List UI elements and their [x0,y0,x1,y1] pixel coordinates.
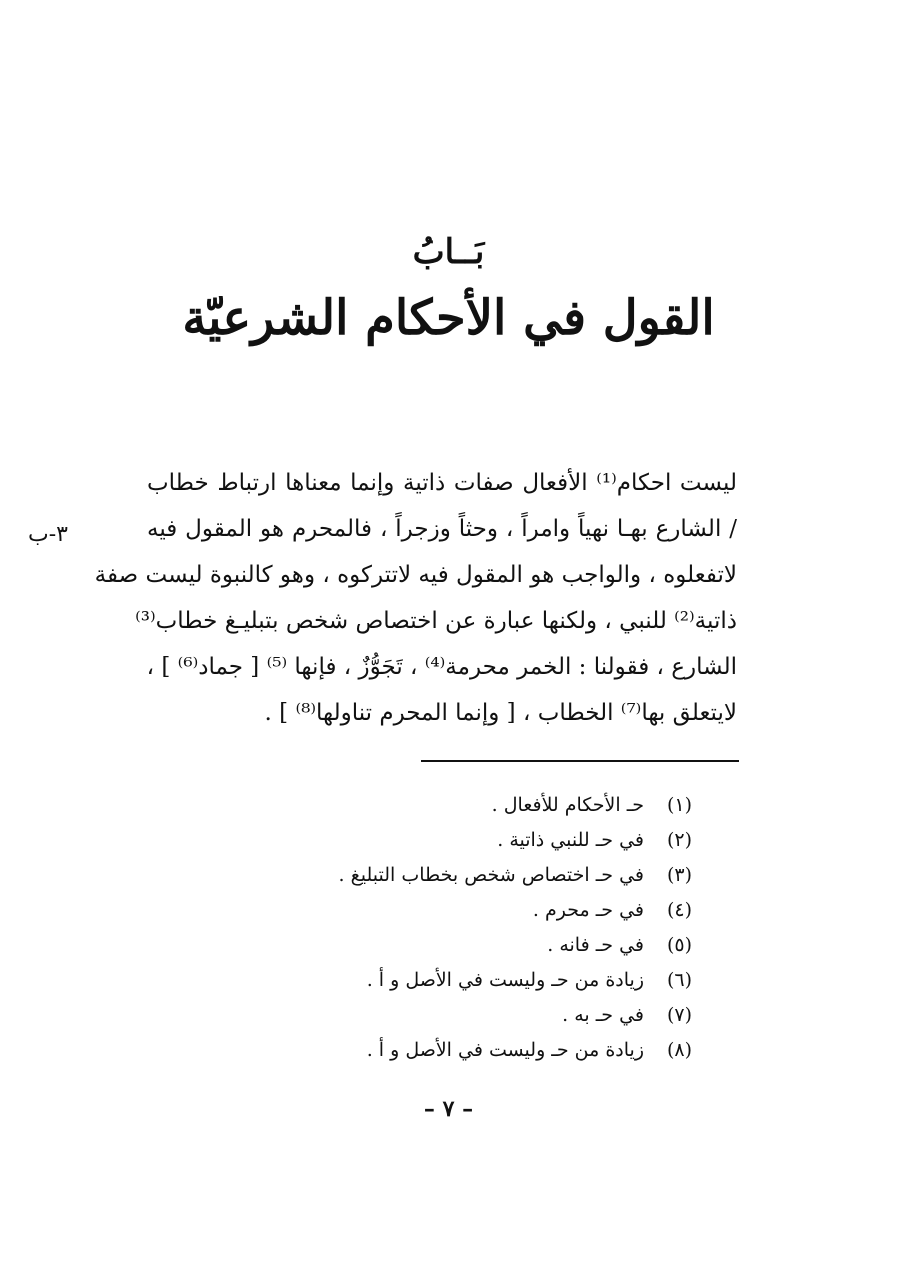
main-paragraph [94,460,737,736]
paragraph-line: ذاتية⁽²⁾ للنبي ، ولكنها عبارة عن اختصاص شخص بتبليـغ خطاب⁽³⁾ [135,608,737,634]
footnote-number: (٨) [666,1039,692,1061]
footnote-text: زيادة من حـ وليست في الأصل و أ . [366,1039,644,1061]
footnote-item [292,928,692,963]
chapter-label: بَــابُ [412,232,485,272]
footnote-text: في حـ للنبي ذاتية . [497,829,644,851]
footnote-number: (١) [666,794,692,816]
paragraph-line: الشارع ، فقولنا : الخمر محرمة⁽⁴⁾ ، تَجَوُّزٌ ، فإنها ⁽⁵⁾ [ جماد⁽⁶⁾ ] ، [146,654,737,680]
footnote-item [292,1033,692,1068]
paragraph-line: / الشارع بهـا نهياً وامراً ، وحثاً وزجراً ، فالمحرم هو المقول فيه [147,516,737,542]
footnote-text: في حـ به . [562,1004,644,1026]
paragraph-line: ليست احكام⁽¹⁾ الأفعال صفات ذاتية وإنما معناها ارتباط خطاب [147,470,737,496]
footnote-text: في حـ محرم . [532,899,644,921]
footnote-number: (٦) [666,969,692,991]
paragraph-line: لايتعلق بها⁽⁷⁾ الخطاب ، [ وإنما المحرم تناولها⁽⁸⁾ ] . [264,700,737,726]
footnote-item [292,893,692,928]
footnote-item [292,998,692,1033]
footnote-item [292,823,692,858]
page-number: – ٧ – [423,1096,474,1122]
footnote-text: في حـ فانه . [547,934,644,956]
chapter-title: القول في الأحكام الشرعيّة [182,290,715,346]
footnote-separator [421,760,739,762]
footnote-number: (٣) [666,864,692,886]
footnote-text: في حـ اختصاص شخص بخطاب التبليغ . [338,864,644,886]
footnote-text: زيادة من حـ وليست في الأصل و أ . [366,969,644,991]
footnote-text: حـ الأحكام للأفعال . [491,794,644,816]
footnote-item [292,788,692,823]
footnote-number: (٢) [666,829,692,851]
footnotes-list [292,788,692,1068]
footnote-number: (٤) [666,899,692,921]
footnote-item [292,963,692,998]
footnote-number: (٥) [666,934,692,956]
manuscript-folio-note: ٣-ب [28,522,68,547]
footnote-item [292,858,692,893]
footnote-number: (٧) [666,1004,692,1026]
paragraph-line: لاتفعلوه ، والواجب هو المقول فيه لاتتركوه ، وهو كالنبوة ليست صفة [94,562,737,588]
